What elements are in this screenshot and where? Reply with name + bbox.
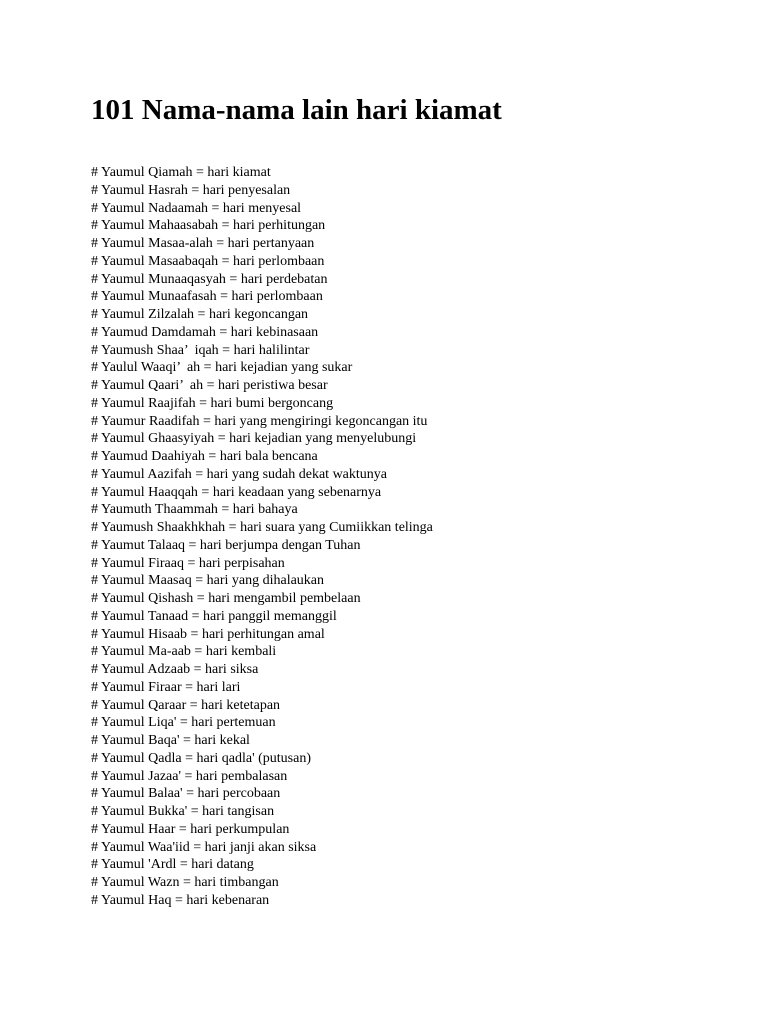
- list-item: # Yaumul Haq = hari kebenaran: [91, 892, 270, 908]
- page-title: 101 Nama-nama lain hari kiamat: [91, 94, 502, 126]
- list-item: # Yaumush Shaa’ iqah = hari halilintar: [91, 342, 310, 358]
- list-item: # Yaumul Wazn = hari timbangan: [91, 875, 279, 890]
- list-item: # Yaumul Haar = hari perkumpulan: [91, 821, 290, 837]
- list-item: # Yaumul Qishash = hari mengambil pembelaan: [91, 591, 361, 606]
- list-item: # Yaumul Adzaab = hari siksa: [91, 662, 259, 677]
- list-item: # Yaumul Ma-aab = hari kembali: [91, 644, 277, 660]
- list-item: # Yaumut Talaaq = hari berjumpa dengan Tuhan: [91, 537, 361, 553]
- list-item: # Yaumul Hisaab = hari perhitungan amal: [91, 626, 325, 642]
- list-item: # Yaumul Mahaasabah = hari perhitungan: [91, 218, 326, 234]
- list-item: # Yaumur Raadifah = hari yang mengiringi kegoncangan itu: [91, 413, 428, 429]
- list-item: # Yaumul Aazifah = hari yang sudah dekat waktunya: [91, 466, 387, 482]
- list-item: # Yaumul Haaqqah = hari keadaan yang sebenarnya: [91, 484, 382, 500]
- list-item: # Yaumul Firaaq = hari perpisahan: [91, 555, 285, 571]
- list-item: # Yaumul Tanaad = hari panggil memanggil: [91, 608, 337, 624]
- list-item: # Yaumul Qaraar = hari ketetapan: [91, 697, 281, 713]
- list-item: # Yaumul Masaa-alah = hari pertanyaan: [91, 236, 315, 251]
- list-item: # Yaumul Firaar = hari lari: [91, 679, 241, 695]
- list-item: # Yaumul Qadla = hari qadla' (putusan): [91, 750, 311, 766]
- list-item: # Yaumul Maasaq = hari yang dihalaukan: [91, 573, 325, 589]
- list-item: # Yaumul Bukka' = hari tangisan: [91, 804, 275, 819]
- list-item: # Yaumul Qiamah = hari kiamat: [91, 165, 271, 180]
- list-item: # Yaumul Balaa' = hari percobaan: [91, 786, 281, 802]
- list-item: # Yaumul 'Ardl = hari datang: [91, 857, 254, 873]
- list-item: # Yaumul Munaaqasyah = hari perdebatan: [91, 271, 328, 287]
- list-item: # Yaumuth Thaammah = hari bahaya: [91, 502, 298, 518]
- list-item: # Yaumul Jazaa' = hari pembalasan: [91, 768, 288, 784]
- list-item: # Yaumul Raajifah = hari bumi bergoncang: [91, 395, 334, 411]
- list-item: # Yaumul Nadaamah = hari menyesal: [91, 200, 302, 216]
- list-item: # Yaumul Waa'iid = hari janji akan siksa: [91, 839, 317, 855]
- list-item: # Yaumul Masaabaqah = hari perlombaan: [91, 253, 325, 269]
- list-item: # Yaulul Waaqi’ ah = hari kejadian yang sukar: [91, 360, 353, 376]
- list-item: # Yaumul Baqa' = hari kekal: [91, 733, 250, 748]
- list-item: # Yaumul Zilzalah = hari kegoncangan: [91, 307, 309, 322]
- list-item: # Yaumud Damdamah = hari kebinasaan: [91, 324, 319, 340]
- list-item: # Yaumul Ghaasyiyah = hari kejadian yang menyelubungi: [91, 431, 417, 447]
- list-item: # Yaumul Munaafasah = hari perlombaan: [91, 289, 323, 305]
- list-item: # Yaumul Hasrah = hari penyesalan: [91, 182, 291, 198]
- list-item: # Yaumush Shaakhkhah = hari suara yang Cumiikkan telinga: [91, 520, 433, 535]
- entry-list: [91, 164, 433, 910]
- list-item: # Yaumud Daahiyah = hari bala bencana: [91, 449, 318, 464]
- list-item: # Yaumul Liqa' = hari pertemuan: [91, 715, 276, 731]
- list-item: # Yaumul Qaari’ ah = hari peristiwa besar: [91, 378, 328, 393]
